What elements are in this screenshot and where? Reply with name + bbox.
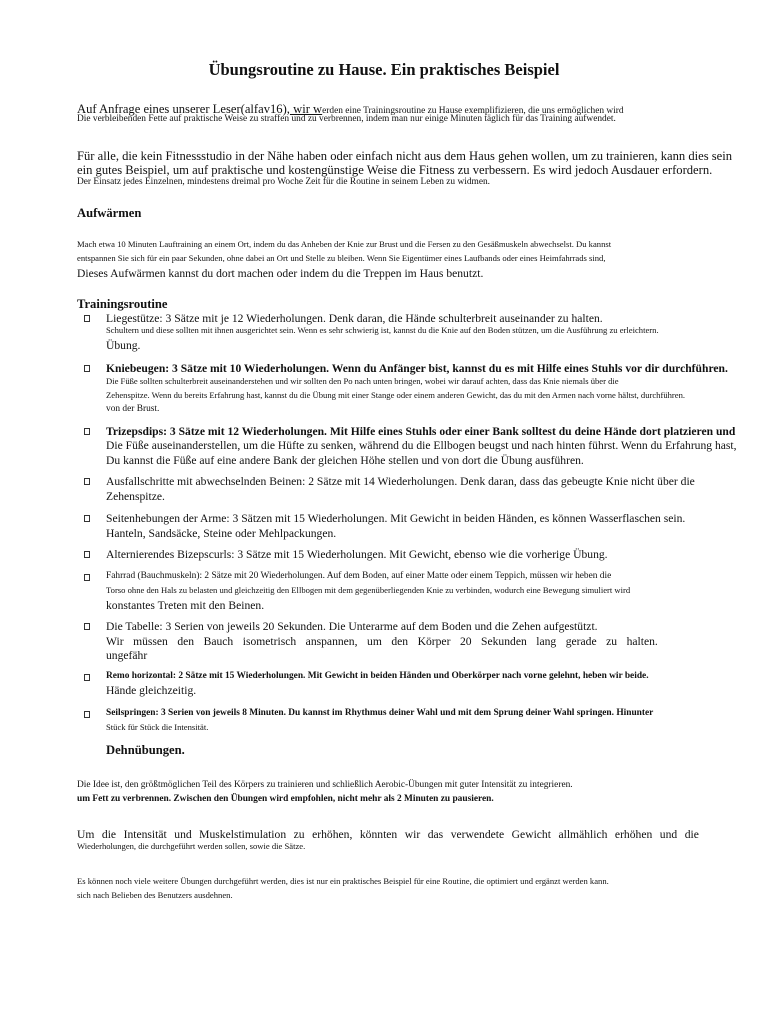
word: anspannen,: [305, 635, 358, 648]
word: Körper: [417, 635, 451, 648]
intro-underlined: wir w: [289, 102, 323, 116]
paragraph-line: Der Einsatz jedes Einzelnen, mindestens dreimal pro Woche Zeit für die Routine in seinem Leben zu widmen.: [77, 177, 491, 187]
word: den: [177, 635, 195, 648]
bullet-icon: [84, 428, 90, 435]
list-item-line: Seilspringen: 3 Serien von jeweils 8 Minuten. Du kannst im Rhythmus deiner Wahl und mit dem Sprung deiner Wahl springen. Hinunter: [106, 708, 654, 718]
word: zu: [606, 635, 618, 648]
list-item-line: Stück für Stück die Intensität.: [106, 722, 209, 732]
paragraph-line: um Fett zu verbrennen. Zwischen den Übungen wird empfohlen, nicht mehr als 2 Minuten zu pausieren.: [77, 794, 494, 804]
word: isometrisch: [242, 635, 297, 648]
word: und: [174, 828, 192, 841]
list-item-line: Übung.: [106, 339, 141, 352]
list-item-line: Remo horizontal: 2 Sätze mit 15 Wiederholungen. Mit Gewicht in beiden Händen und Oberkörper nach vorne gelehnt, heben wir beide.: [106, 671, 649, 681]
word: gerade: [565, 635, 597, 648]
list-item-line: ungefähr: [106, 649, 148, 662]
word: lang: [536, 635, 557, 648]
bullet-icon: [84, 711, 90, 718]
list-item-line: Liegestütze: 3 Sätze mit je 12 Wiederholungen. Denk daran, die Hände schulterbreit auseinander zu halten.: [106, 312, 603, 325]
word: Gewicht: [511, 828, 551, 841]
word: die: [684, 828, 699, 841]
list-item-line: Schultern und diese sollten mit ihnen ausgerichtet sein. Wenn es sehr schwierig ist, kannst du die Knie auf den Boden stützen, um die Ausführung zu erleichtern.: [106, 325, 659, 335]
paragraph-line-justified: [77, 829, 699, 841]
list-item-line: Torso ohne den Hals zu belasten und gleichzeitig den Ellbogen mit dem gegenüberliegenden Knie zu verbinden, wodurch eine Bewegung simuliert wird: [106, 585, 631, 595]
intro-line-2: Die verbleibenden Fette auf praktische Weise zu straffen und zu verbrennen, indem man nur einige Minuten täglich für das Training aufwendet.: [77, 114, 616, 124]
word: und: [659, 828, 678, 841]
word: Um: [77, 828, 95, 841]
section-heading-routine: Trainingsroutine: [77, 297, 168, 311]
bullet-icon: [84, 515, 90, 522]
list-item-line-justified: [106, 636, 658, 648]
word: zu: [293, 828, 305, 841]
word: Sekunden: [481, 635, 527, 648]
word: Muskelstimulation: [199, 828, 287, 841]
list-item-line: Die Füße auseinanderstellen, um die Hüfte zu senken, während du die Ellbogen beugst und nach hinten führst. Wenn du Erfahrung hast,: [106, 439, 737, 452]
list-item-line: Fahrrad (Bauchmuskeln): 2 Sätze mit 20 Wiederholungen. Auf dem Boden, auf einer Matte oder einem Teppich, müssen wir heben die: [106, 571, 612, 581]
paragraph-line: entspannen Sie sich für ein paar Sekunden, ohne dabei an Ort und Stelle zu bleiben. Wenn Sie Eigentümer eines Laufbands oder eines Heimfahrrads sind,: [77, 253, 606, 263]
bullet-icon: [84, 674, 90, 681]
word: das: [427, 828, 444, 841]
section-heading-warmup: Aufwärmen: [77, 206, 142, 220]
stretching-heading: Dehnübungen.: [106, 743, 185, 757]
word: verwendete: [450, 828, 505, 841]
paragraph-line: Für alle, die kein Fitnessstudio in der Nähe haben oder einfach nicht aus dem Haus gehen wollen, um zu trainieren, kann dies sein: [77, 149, 733, 163]
word: die: [101, 828, 117, 841]
list-item-line: Hanteln, Sandsäcke, Steine oder Mehlpackungen.: [106, 527, 337, 540]
paragraph-line: Dieses Aufwärmen kannst du dort machen oder indem du die Treppen im Haus benutzt.: [77, 267, 484, 280]
list-item-line: Trizepsdips: 3 Sätze mit 12 Wiederholungen. Mit Hilfe eines Stuhls oder einer Bank solltest du deine Hände dort platzieren und: [106, 425, 736, 438]
intro-text: erden eine Trainingsroutine zu Hause exemplifizieren, die uns ermöglichen wird: [322, 106, 624, 116]
intro-text: Auf Anfrage eines unserer Leser(alfav16),: [77, 102, 290, 116]
paragraph-line: Mach etwa 10 Minuten Lauftraining an einem Ort, indem du das Anheben der Knie zur Brust und die Fersen zu den Gesäßmuskeln abwechselst. Du kannst: [77, 239, 612, 249]
word: erhöhen,: [312, 828, 353, 841]
list-item-line: Zehenspitze.: [106, 490, 165, 503]
paragraph-line: sich nach Belieben des Benutzers ausdehnen.: [77, 890, 233, 900]
paragraph-line: Wiederholungen, die durchgeführt werden sollen, sowie die Sätze.: [77, 841, 306, 851]
bullet-icon: [84, 551, 90, 558]
paragraph-line: Es können noch viele weitere Übungen durchgeführt werden, dies ist nur ein praktisches Beispiel für eine Routine, die optimiert und ergänzt werden kann.: [77, 876, 609, 886]
list-item-line: Die Tabelle: 3 Serien von jeweils 20 Sekunden. Die Unterarme auf dem Boden und die Zehen aufgestützt.: [106, 620, 598, 633]
list-item-line: Hände gleichzeitig.: [106, 684, 197, 697]
word: Bauch: [203, 635, 234, 648]
bullet-icon: [84, 478, 90, 485]
list-item-line: Seitenhebungen der Arme: 3 Sätzen mit 15 Wiederholungen. Mit Gewicht in beiden Händen, es können Wasserflaschen sein.: [106, 512, 686, 525]
bullet-icon: [84, 315, 90, 322]
word: allmählich: [558, 828, 608, 841]
list-item-line: von der Brust.: [106, 404, 160, 414]
page-title: Übungsroutine zu Hause. Ein praktisches Beispiel: [208, 60, 560, 79]
list-item-line: Die Füße sollten schulterbreit auseinanderstehen und wir sollten den Po nach unten bringen, wobei wir darauf achten, dass das Knie niemals über die: [106, 376, 619, 386]
word: 20: [459, 635, 472, 648]
word: müssen: [133, 635, 168, 648]
bullet-icon: [84, 574, 90, 581]
list-item-line: Zehenspitze. Wenn du bereits Erfahrung hast, kannst du die Übung mit einer Stange oder einem anderen Gewicht, das du mit den Armen nach vorne hältst, durchführen.: [106, 390, 686, 400]
paragraph-line: Die Idee ist, den größtmöglichen Teil des Körpers zu trainieren und schließlich Aerobic-Übungen mit guter Intensität zu integrieren.: [77, 780, 573, 790]
list-item-line: Alternierendes Bizepscurls: 3 Sätze mit 15 Wiederholungen. Mit Gewicht, ebenso wie die vorherige Übung.: [106, 548, 608, 561]
word: erhöhen: [614, 828, 653, 841]
word: Intensität: [123, 828, 167, 841]
word: Wir: [106, 635, 124, 648]
bullet-icon: [84, 365, 90, 372]
word: um: [367, 635, 382, 648]
word: halten.: [626, 635, 658, 648]
word: den: [391, 635, 409, 648]
bullet-icon: [84, 623, 90, 630]
paragraph-line: ein gutes Beispiel, um auf praktische und kostengünstige Weise die Fitness zu verbessern. Es wird jedoch Ausdauer erfordern.: [77, 163, 713, 177]
list-item-line: Ausfallschritte mit abwechselnden Beinen: 2 Sätze mit 14 Wiederholungen. Denk daran, dass das gebeugte Knie nicht über die: [106, 475, 695, 488]
list-item-line: Kniebeugen: 3 Sätze mit 10 Wiederholungen. Wenn du Anfänger bist, kannst du es mit Hilfe eines Stuhls vor dir durchführen.: [106, 362, 728, 375]
list-item-line: Du kannst die Füße auf eine andere Bank der gleichen Höhe stellen und von dort die Übung ausführen.: [106, 454, 584, 467]
list-item-line: konstantes Treten mit den Beinen.: [106, 599, 265, 612]
word: wir: [404, 828, 421, 841]
word: könnten: [359, 828, 398, 841]
